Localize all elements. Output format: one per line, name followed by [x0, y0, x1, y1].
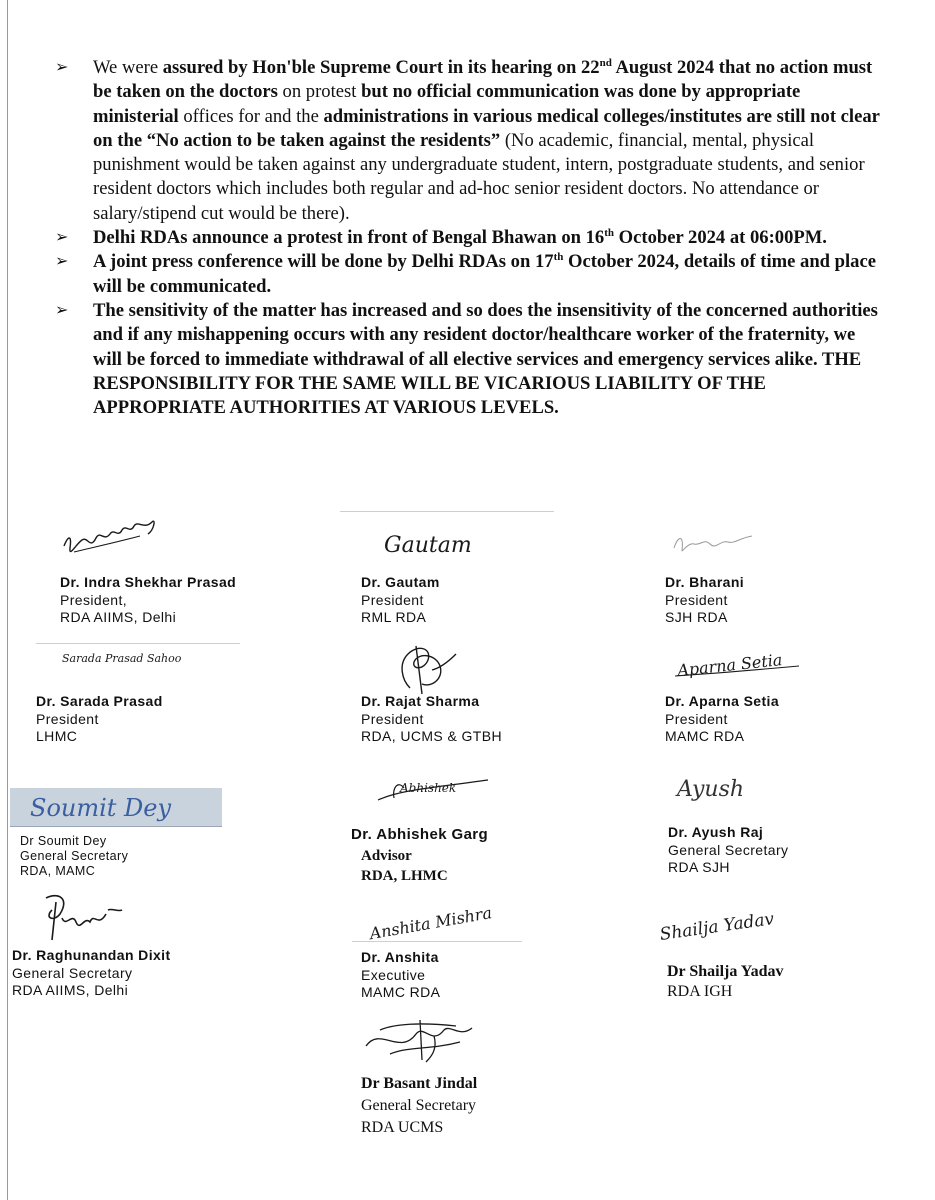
text-run: offices for and the — [178, 105, 324, 127]
signatory-title: General Secretary — [12, 964, 133, 981]
signature-shailja-yadav — [657, 900, 797, 944]
bold-text-run: October 2024 at 06:00PM. — [614, 227, 827, 249]
ordinal-suffix: th — [553, 251, 564, 264]
signatory-title: Executive — [361, 966, 426, 983]
text-run: (No academic, financial, mental, physical punishment would be taken against any undergraduate student, intern, postgraduate students, and senior resident doctors which includes both regular and ad-hoc senior resident doctors. No attendance or salary/stipend cut would be there). — [93, 129, 865, 224]
signatory-title: President — [665, 710, 728, 727]
signatory-block — [361, 693, 502, 746]
signatory-org: MAMC RDA — [361, 984, 441, 1000]
signatory-org: RML RDA — [361, 609, 427, 625]
signatory-title: General Secretary — [668, 841, 789, 858]
signatory-block — [668, 824, 788, 877]
signatory-name: Dr. Aparna Setia — [665, 693, 780, 709]
signatory-name: Dr. Bharani — [665, 574, 745, 590]
signatory-block — [20, 834, 128, 879]
signatory-block — [60, 574, 236, 627]
bold-text-run: Delhi RDAs announce a protest in front of Bengal Bhawan on 16 — [93, 227, 605, 249]
text-run: on protest — [277, 81, 362, 103]
arrow-bullet-icon: ➢ — [55, 253, 69, 271]
signatory-name: Dr Basant Jindal — [361, 1075, 478, 1092]
bold-text-run: A joint press conference will be done by Delhi RDAs on 17 — [93, 251, 554, 273]
bullet-item — [55, 250, 885, 299]
signatory-block — [667, 962, 783, 1002]
signature-handwriting: Abhishek — [400, 781, 457, 795]
signatory-org: RDA UCMS — [361, 1119, 444, 1136]
bold-text-run: assured by Hon'ble Supreme Court in its hearing on 22 — [162, 57, 600, 78]
signature-anshita — [364, 888, 524, 944]
signature-rajat-sharma — [392, 640, 462, 698]
signatory-org: RDA AIIMS, Delhi — [60, 609, 177, 625]
signatory-org: SJH RDA — [665, 609, 728, 625]
signatory-org: RDA IGH — [667, 983, 733, 1000]
bold-text-run: administrations in various medical colleges/institutes are still not clear on the “No action to be taken against the residents” — [93, 105, 880, 151]
signature-sarada-prasad — [62, 646, 232, 670]
signatory-block — [361, 1073, 477, 1139]
signature-gautam — [382, 526, 502, 562]
signatory-name: Dr. Gautam — [361, 574, 440, 590]
signature-line — [340, 511, 554, 512]
signature-raghunandan-dixit — [38, 888, 128, 946]
signatory-block — [36, 693, 163, 746]
bold-text-run: but no official communication was done by appropriate ministerial — [93, 81, 801, 127]
arrow-bullet-icon: ➢ — [55, 301, 69, 319]
signature-handwriting: Aparna Setia — [676, 650, 784, 681]
signatory-org: RDA, LHMC — [361, 868, 448, 884]
signature-handwriting: Gautam — [384, 533, 472, 558]
signatory-block — [665, 574, 744, 627]
signature-handwriting: Soumit Dey — [30, 794, 172, 822]
signatory-name: Dr. Raghunandan Dixit — [12, 947, 171, 963]
arrow-bullet-icon: ➢ — [55, 229, 69, 247]
signatory-org: RDA SJH — [668, 859, 730, 875]
bullet-item — [55, 226, 885, 250]
signature-soumit-dey — [26, 788, 222, 826]
signatory-org: RDA, UCMS & GTBH — [361, 728, 502, 744]
signature-handwriting: Anshita Mishra — [368, 903, 494, 944]
signature-handwriting: Shailja Yadav — [658, 909, 776, 945]
signatory-title: President, — [60, 591, 128, 608]
signatory-title: President — [361, 710, 424, 727]
signatory-title: Advisor — [361, 848, 412, 864]
signatory-name: Dr Soumit Dey — [20, 834, 107, 848]
signatory-org: LHMC — [36, 728, 78, 744]
signatory-block — [351, 823, 488, 886]
signatory-title: President — [361, 591, 424, 608]
signatory-name: Dr. Abhishek Garg — [351, 826, 489, 843]
signatory-block — [361, 949, 440, 1002]
signatory-name: Dr. Sarada Prasad — [36, 693, 163, 709]
signatory-title: General Secretary — [361, 1097, 477, 1114]
signatory-name: Dr. Anshita — [361, 949, 439, 965]
signatory-org: MAMC RDA — [665, 728, 745, 744]
signatory-name: Dr. Indra Shekhar Prasad — [60, 574, 237, 590]
bold-text-run: October 2024, details of time and place will be communicated. — [93, 251, 876, 297]
bullet-item — [55, 56, 885, 226]
bullet-text — [93, 300, 878, 418]
bullet-text — [93, 227, 827, 248]
signatory-title: General Secretary — [20, 849, 129, 863]
signature-line — [352, 941, 522, 942]
signature-indra-shekhar-prasad — [60, 508, 160, 568]
bold-text-run: The sensitivity of the matter has increased and so does the insensitivity of the concerned authorities and if any mishappening occurs with any resident doctor/healthcare worker of the fraternity, we will be forced to immediate withdrawal of all elective services and emergency services alike. THE RESPONSIBILITY FOR THE SAME WILL BE VICARIOUS LIABILITY OF THE APPROPRIATE AUTHORITIES AT VARIOUS LEVELS. — [93, 299, 878, 419]
signature-handwriting: Ayush — [677, 777, 745, 802]
signature-basant-jindal — [360, 1016, 480, 1066]
signatory-title: President — [36, 710, 99, 727]
arrow-bullet-icon: ➢ — [55, 59, 69, 76]
bullet-list — [55, 56, 885, 420]
text-run: We were — [93, 57, 163, 78]
bullet-item — [55, 299, 885, 420]
ordinal-suffix: th — [604, 226, 615, 239]
signature-bharani — [670, 528, 760, 558]
signature-ayush-raj — [675, 770, 775, 806]
signatory-title: President — [665, 591, 728, 608]
signature-handwriting: Sarada Prasad Sahoo — [62, 652, 182, 665]
signatory-name: Dr Shailja Yadav — [667, 963, 784, 980]
signatory-block — [361, 574, 440, 627]
signatory-name: Dr. Ayush Raj — [668, 824, 764, 840]
signatory-name: Dr. Rajat Sharma — [361, 693, 480, 709]
signature-aparna-setia — [675, 644, 805, 684]
signature-line — [36, 643, 240, 644]
bold-text-run: August 2024 that no action must be taken on the doctors — [93, 57, 873, 103]
bullet-text — [93, 251, 876, 296]
signatory-org: RDA AIIMS, Delhi — [12, 982, 129, 998]
signature-abhishek-garg — [370, 768, 500, 808]
bullet-text — [93, 57, 880, 224]
signatory-org: RDA, MAMC — [20, 864, 96, 878]
page-left-border — [7, 0, 8, 1200]
ordinal-suffix: nd — [599, 56, 612, 69]
signatory-block — [12, 947, 171, 1000]
signatory-block — [665, 693, 779, 746]
